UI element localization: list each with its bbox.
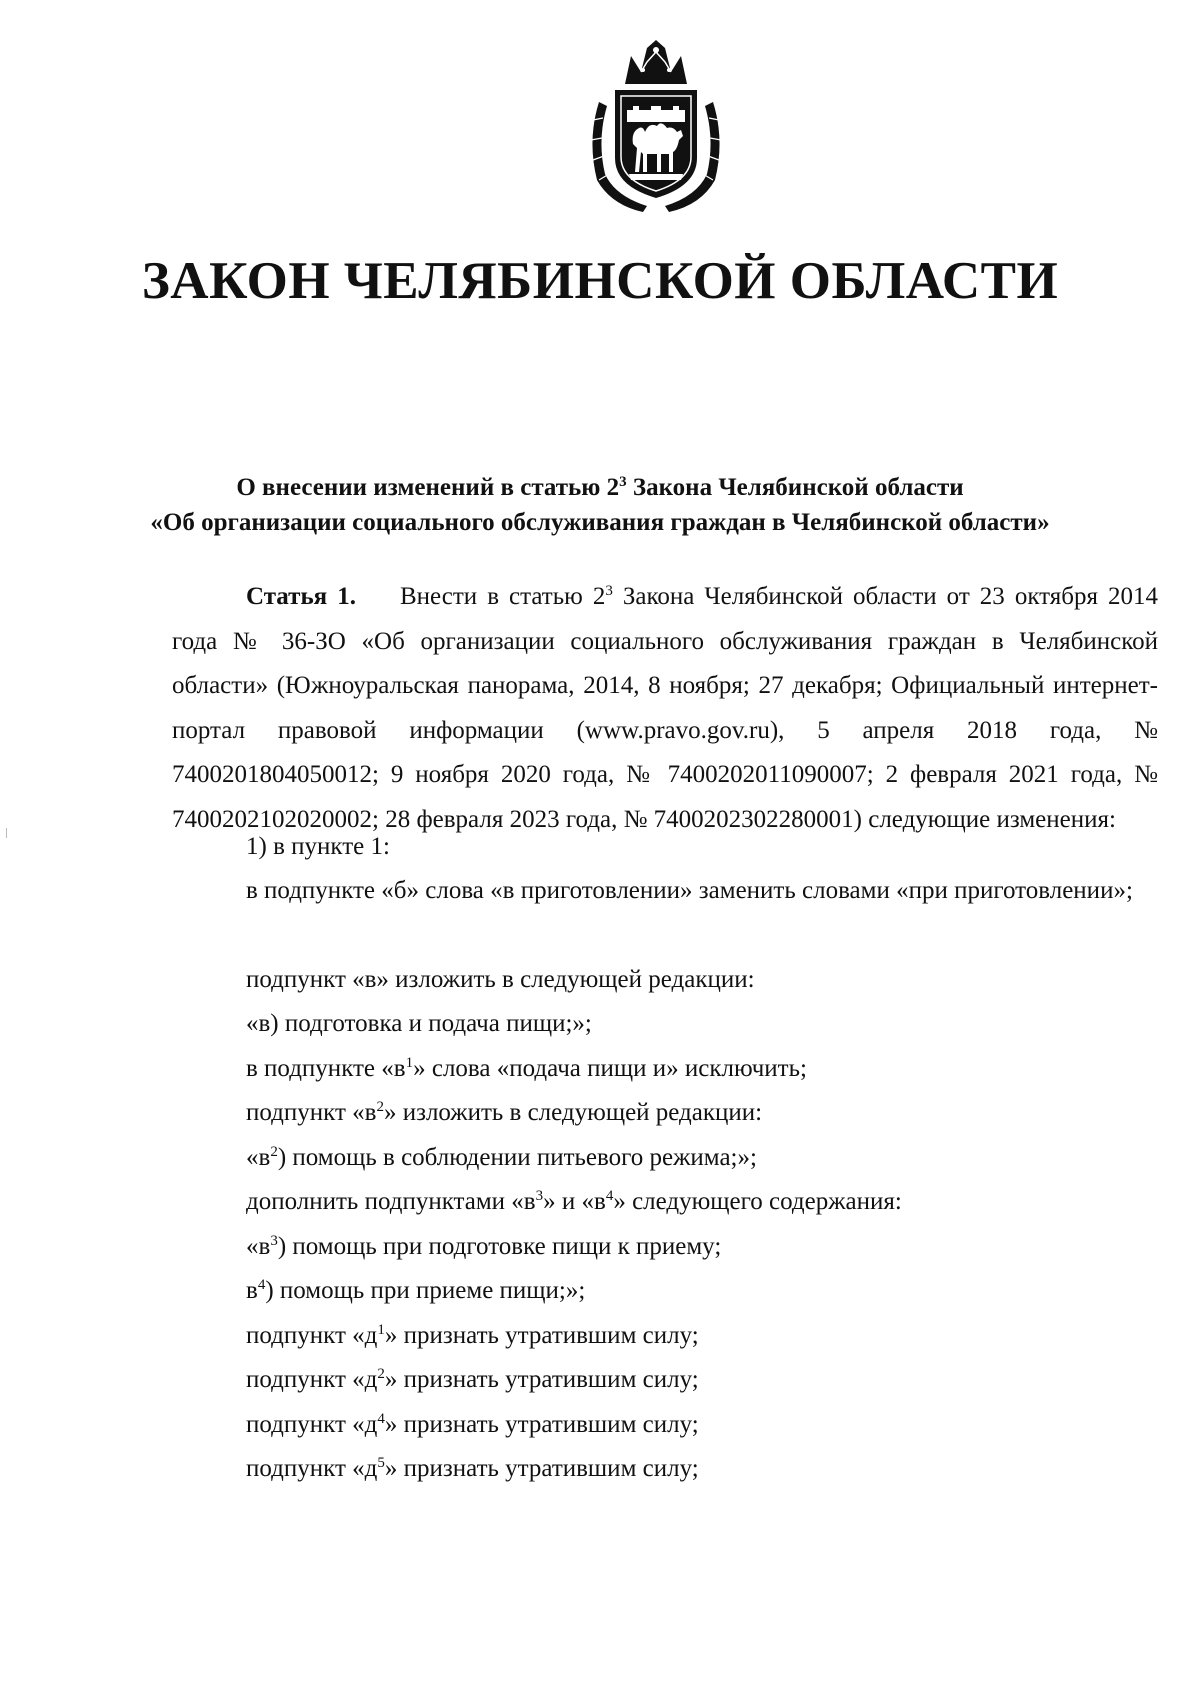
paragraph: дополнить подпунктами «$в^3$» и «$в^4$» следующего содержания:	[246, 1188, 902, 1215]
paragraph: $в^4$) помощь при приеме пищи;»;	[246, 1277, 586, 1304]
scan-margin-mark	[6, 828, 7, 838]
paragraph: «в) подготовка и подача пищи;»;	[246, 1010, 592, 1037]
paragraph: подпункт «$в^2$» изложить в следующей редакции:	[246, 1099, 763, 1126]
paragraph: подпункт «в» изложить в следующей редакции:	[246, 966, 755, 993]
paragraph: 1) в пункте 1:	[246, 833, 390, 860]
article-label: Статья 1.	[246, 583, 356, 610]
paragraph: в подпункте «$в^1$» слова «подача пищи и» исключить;	[246, 1055, 807, 1082]
subtitle-line-1: О внесении изменений в статью $2^3$ Закона Челябинской области	[236, 474, 964, 501]
law-title: ЗАКОН ЧЕЛЯБИНСКОЙ ОБЛАСТИ	[141, 252, 1059, 310]
paragraph: подпункт «$д^5$» признать утратившим силу;	[246, 1455, 699, 1482]
coat-of-arms-emblem	[581, 40, 731, 216]
paragraph: подпункт «$д^4$» признать утратившим силу;	[246, 1411, 699, 1438]
paragraph: подпункт «$д^2$» признать утратившим силу;	[246, 1366, 699, 1393]
law-subtitle	[0, 470, 1200, 540]
subtitle-line-2: «Об организации социального обслуживания граждан в Челябинской области»	[150, 509, 1050, 536]
paragraph: в подпункте «б» слова «в приготовлении» заменить словами «при приготовлении»;	[246, 877, 1133, 904]
paragraph: «$в^3$) помощь при подготовке пищи к приему;	[246, 1233, 722, 1260]
paragraph: «$в^2$) помощь в соблюдении питьевого режима;»;	[246, 1144, 757, 1171]
article-1-paragraph: Статья 1. Внести в статью $2^3$ Закона Челябинской области от 23 октября 2014 года № 36-ЗО «Об организации социального обслуживания граждан в Челябинской области» (Южноуральская панорама, 2014, 8 ноября; 27 декабря; Официальный интернет-портал правовой информации (www.pravo.gov.ru), 5 апреля 2018 года, № 7400201804050012; 9 ноября 2020 года, № 7400202011090007; 2 февраля 2021 года, № 7400202102020002; 28 февраля 2023 года, № 7400202302280001) следующие изменения:	[172, 583, 1158, 833]
paragraph: подпункт «$д^1$» признать утратившим силу;	[246, 1322, 699, 1349]
